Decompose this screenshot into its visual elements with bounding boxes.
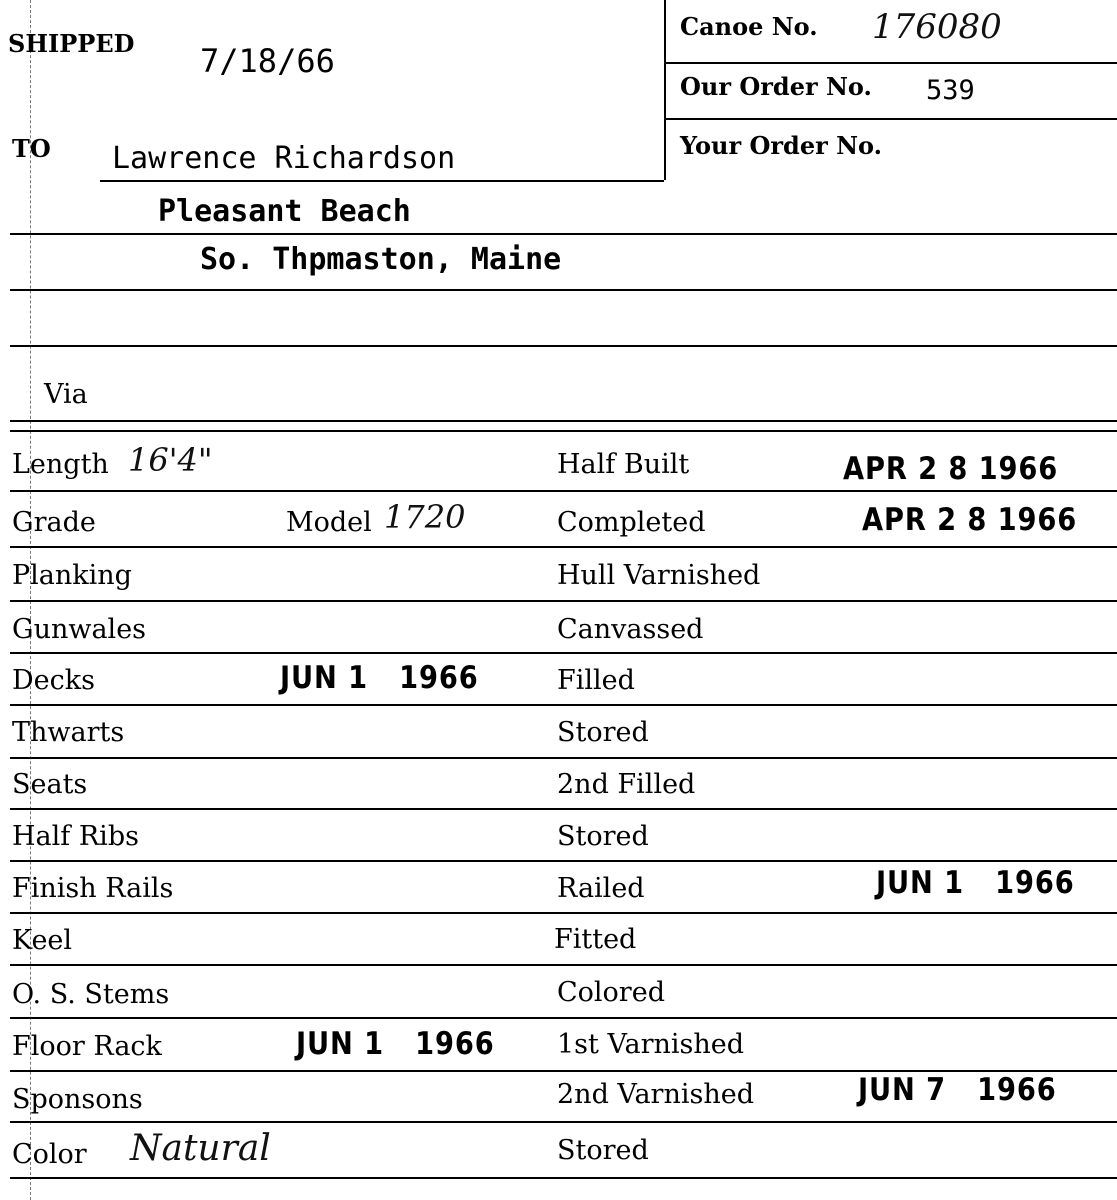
gunwales-label: Gunwales bbox=[12, 614, 147, 645]
sponsons-label: Sponsons bbox=[12, 1084, 143, 1115]
our-order-label: Our Order No. bbox=[680, 72, 872, 101]
floor-rack-stamp: JUN 1 1966 bbox=[296, 1026, 495, 1062]
your-order-label: Your Order No. bbox=[680, 131, 882, 160]
fitted-label: Fitted bbox=[554, 924, 637, 955]
row-rule bbox=[10, 1121, 1117, 1123]
row-rule bbox=[10, 652, 1117, 654]
second-filled-label: 2nd Filled bbox=[557, 769, 696, 800]
finish-rails-label: Finish Rails bbox=[12, 873, 174, 904]
color-label: Color bbox=[12, 1139, 87, 1170]
canvassed-label: Canvassed bbox=[557, 614, 704, 645]
half-built-stamp: APR 2 8 1966 bbox=[843, 451, 1059, 487]
decks-stamp: JUN 1 1966 bbox=[280, 660, 479, 696]
half-ribs-label: Half Ribs bbox=[12, 821, 139, 852]
planking-label: Planking bbox=[12, 560, 132, 591]
shipped-date: 7/18/66 bbox=[200, 42, 335, 80]
stored-label-1: Stored bbox=[557, 717, 649, 748]
address-line-2: So. Thpmaston, Maine bbox=[200, 242, 562, 277]
row-rule bbox=[10, 808, 1117, 810]
colored-label: Colored bbox=[557, 977, 665, 1008]
row-rule bbox=[10, 757, 1117, 759]
header-box-divider bbox=[664, 0, 666, 180]
canoe-no-value: 176080 bbox=[872, 7, 1002, 47]
completed-stamp: APR 2 8 1966 bbox=[862, 502, 1078, 538]
second-varnished-stamp: JUN 7 1966 bbox=[858, 1072, 1057, 1108]
stored-label-3: Stored bbox=[557, 1135, 649, 1166]
row-rule bbox=[10, 546, 1117, 548]
grade-label: Grade bbox=[12, 507, 96, 538]
via-underline bbox=[10, 420, 1117, 422]
recipient-name: Lawrence Richardson bbox=[112, 141, 456, 176]
model-value: 1720 bbox=[384, 498, 466, 536]
section-divider bbox=[10, 430, 1117, 432]
length-label: Length bbox=[12, 449, 109, 480]
row-rule bbox=[10, 704, 1117, 706]
address-underline-2 bbox=[10, 289, 1117, 291]
length-value: 16'4" bbox=[128, 441, 213, 479]
seats-label: Seats bbox=[12, 769, 88, 800]
model-label: Model bbox=[286, 507, 372, 538]
hull-varnished-label: Hull Varnished bbox=[557, 560, 761, 591]
row-rule bbox=[10, 1017, 1117, 1019]
first-varnished-label: 1st Varnished bbox=[557, 1029, 745, 1060]
canoe-no-label: Canoe No. bbox=[680, 12, 818, 41]
color-value: Natural bbox=[130, 1128, 271, 1169]
canoe-no-underline bbox=[666, 62, 1117, 64]
filled-label: Filled bbox=[557, 665, 635, 696]
address-line-1: Pleasant Beach bbox=[158, 194, 411, 229]
address-underline-3 bbox=[10, 345, 1117, 347]
floor-rack-label: Floor Rack bbox=[12, 1031, 162, 1062]
address-underline-1 bbox=[10, 233, 1117, 235]
row-rule bbox=[10, 1177, 1117, 1179]
second-varnished-label: 2nd Varnished bbox=[557, 1079, 754, 1110]
our-order-value: 539 bbox=[926, 75, 975, 106]
railed-label: Railed bbox=[557, 873, 645, 904]
our-order-underline bbox=[666, 118, 1117, 120]
row-rule bbox=[10, 964, 1117, 966]
row-rule bbox=[10, 912, 1117, 914]
row-rule bbox=[10, 490, 1117, 492]
completed-label: Completed bbox=[557, 507, 706, 538]
shipped-label: SHIPPED bbox=[8, 29, 135, 58]
to-underline bbox=[100, 180, 664, 182]
thwarts-label: Thwarts bbox=[12, 717, 125, 748]
row-rule bbox=[10, 860, 1117, 862]
half-built-label: Half Built bbox=[557, 449, 690, 480]
railed-stamp: JUN 1 1966 bbox=[876, 865, 1075, 901]
stored-label-2: Stored bbox=[557, 821, 649, 852]
to-label: TO bbox=[12, 134, 51, 163]
via-label: Via bbox=[44, 379, 88, 410]
decks-label: Decks bbox=[12, 665, 95, 696]
keel-label: Keel bbox=[12, 925, 73, 956]
os-stems-label: O. S. Stems bbox=[12, 979, 170, 1010]
row-rule bbox=[10, 600, 1117, 602]
